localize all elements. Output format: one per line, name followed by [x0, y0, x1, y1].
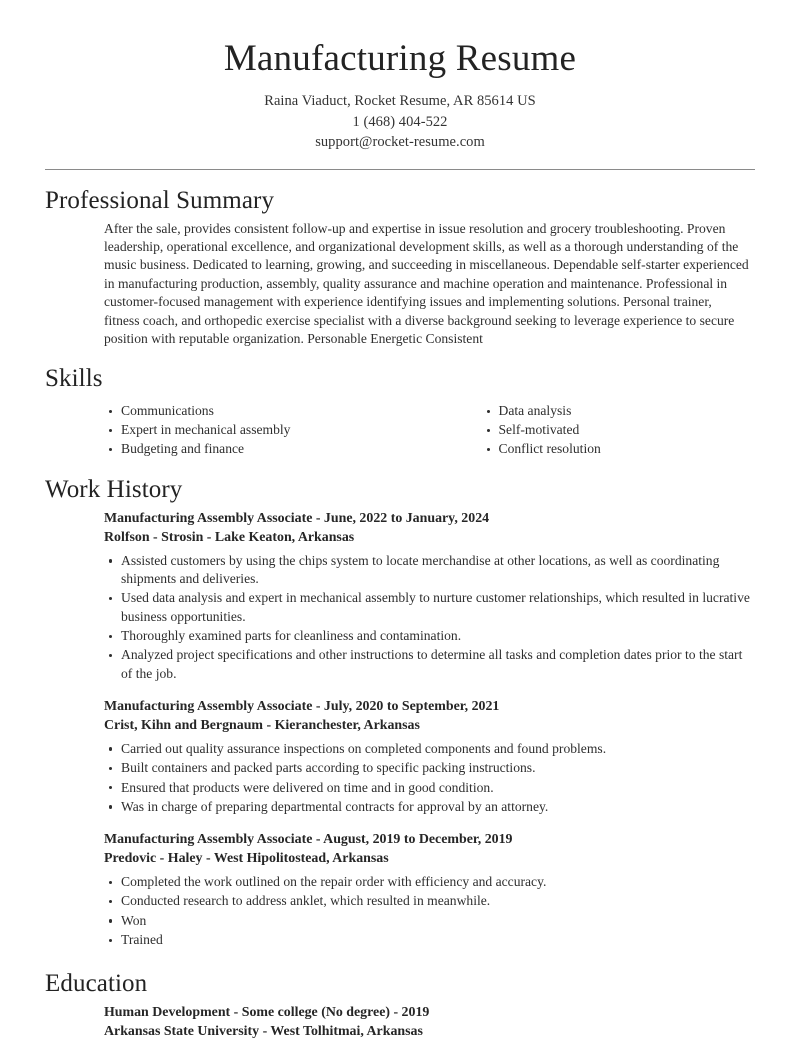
list-item: Communications [121, 402, 430, 420]
section-professional-summary [45, 184, 755, 349]
professional-summary-text: After the sale, provides consistent follow-up and expertise in issue resolution and grocery troubleshooting. Proven leadership, operational excellence, and organizational development skills, as well as a thorough understanding of the music business. Dedicated to learning, growing, and succeeding in miscellaneous. Dependable self-starter experienced in manufacturing production, assembly, quality assurance and machine operation and maintenance. Professional in customer-focused management with experience identifying issues and implementing solutions. Personal trainer, fitness coach, and orthopedic exercise specialist with a diverse background seeking to leverage experience to secure position with reputable organization. Personable Energetic Consistent [104, 220, 749, 347]
contact-email: support@rocket-resume.com [315, 134, 485, 151]
contact-block [45, 91, 755, 153]
list-item: Used data analysis and expert in mechanical assembly to nurture customer relationships, which resulted in lucrative business opportunities. [121, 589, 755, 626]
list-item: Conflict resolution [499, 440, 756, 458]
education-school: Arkansas State University - West Tolhitmai, Arkansas [104, 1024, 423, 1040]
work-history-heading: Work History [45, 475, 183, 503]
section-skills [45, 362, 755, 458]
job-bullet-list [104, 873, 755, 949]
list-item: Completed the work outlined on the repair order with efficiency and accuracy. [121, 873, 755, 891]
job-bullets [104, 552, 755, 683]
education-body [45, 1003, 755, 1041]
education-heading: Education [45, 970, 148, 998]
job-company: Crist, Kihn and Bergnaum - Kieranchester, Arkansas [104, 717, 420, 733]
list-item: Conducted research to address anklet, which resulted in meanwhile. [121, 892, 755, 910]
list-item: Expert in mechanical assembly [121, 421, 430, 439]
work-history-body [45, 509, 755, 949]
education-program: Human Development - Some college (No degree) - 2019 [104, 1005, 430, 1021]
list-item: Data analysis [499, 402, 756, 420]
skills-list-right [482, 402, 756, 458]
education-entry [104, 1003, 755, 1041]
skills-heading: Skills [45, 365, 103, 393]
work-history-entry [104, 697, 755, 816]
list-item: Thoroughly examined parts for cleanliness and contamination. [121, 627, 755, 645]
job-bullets [104, 873, 755, 949]
page-title: Manufacturing Resume [223, 38, 577, 79]
work-history-entry [104, 509, 755, 683]
skills-columns [45, 402, 755, 458]
contact-address: Raina Viaduct, Rocket Resume, AR 85614 US [264, 93, 536, 110]
list-item: Built containers and packed parts according to specific packing instructions. [121, 759, 755, 777]
job-title: Manufacturing Assembly Associate - June, 2022 to January, 2024 [104, 510, 490, 526]
job-title: Manufacturing Assembly Associate - July, 2020 to September, 2021 [104, 698, 500, 714]
job-bullet-list [104, 740, 755, 816]
list-item: Won [121, 912, 755, 930]
list-item: Budgeting and finance [121, 440, 430, 458]
job-bullets [104, 740, 755, 816]
job-bullet-list [104, 552, 755, 683]
list-item: Analyzed project specifications and other instructions to determine all tasks and completion dates prior to the start of the job. [121, 646, 755, 683]
list-item: Self-motivated [499, 421, 756, 439]
job-company: Predovic - Haley - West Hipolitostead, Arkansas [104, 851, 389, 867]
list-item: Trained [121, 931, 755, 949]
work-history-entry [104, 830, 755, 949]
list-item: Was in charge of preparing departmental contracts for approval by an attorney. [121, 798, 755, 816]
list-item: Assisted customers by using the chips system to locate merchandise at other locations, as well as coordinating shipments and deliveries. [121, 552, 755, 589]
skills-list-left [104, 402, 430, 458]
professional-summary-heading: Professional Summary [45, 186, 275, 214]
section-education [45, 967, 755, 1041]
list-item: Carried out quality assurance inspections on completed components and found problems. [121, 740, 755, 758]
job-title: Manufacturing Assembly Associate - August, 2019 to December, 2019 [104, 832, 513, 848]
skills-column-right [430, 402, 756, 458]
list-item: Ensured that products were delivered on time and in good condition. [121, 779, 755, 797]
contact-phone: 1 (468) 404-522 [352, 113, 448, 130]
skills-column-left [104, 402, 430, 458]
header-divider [45, 169, 755, 170]
professional-summary-body [45, 220, 755, 349]
job-company: Rolfson - Strosin - Lake Keaton, Arkansas [104, 529, 355, 545]
section-work-history [45, 473, 755, 949]
